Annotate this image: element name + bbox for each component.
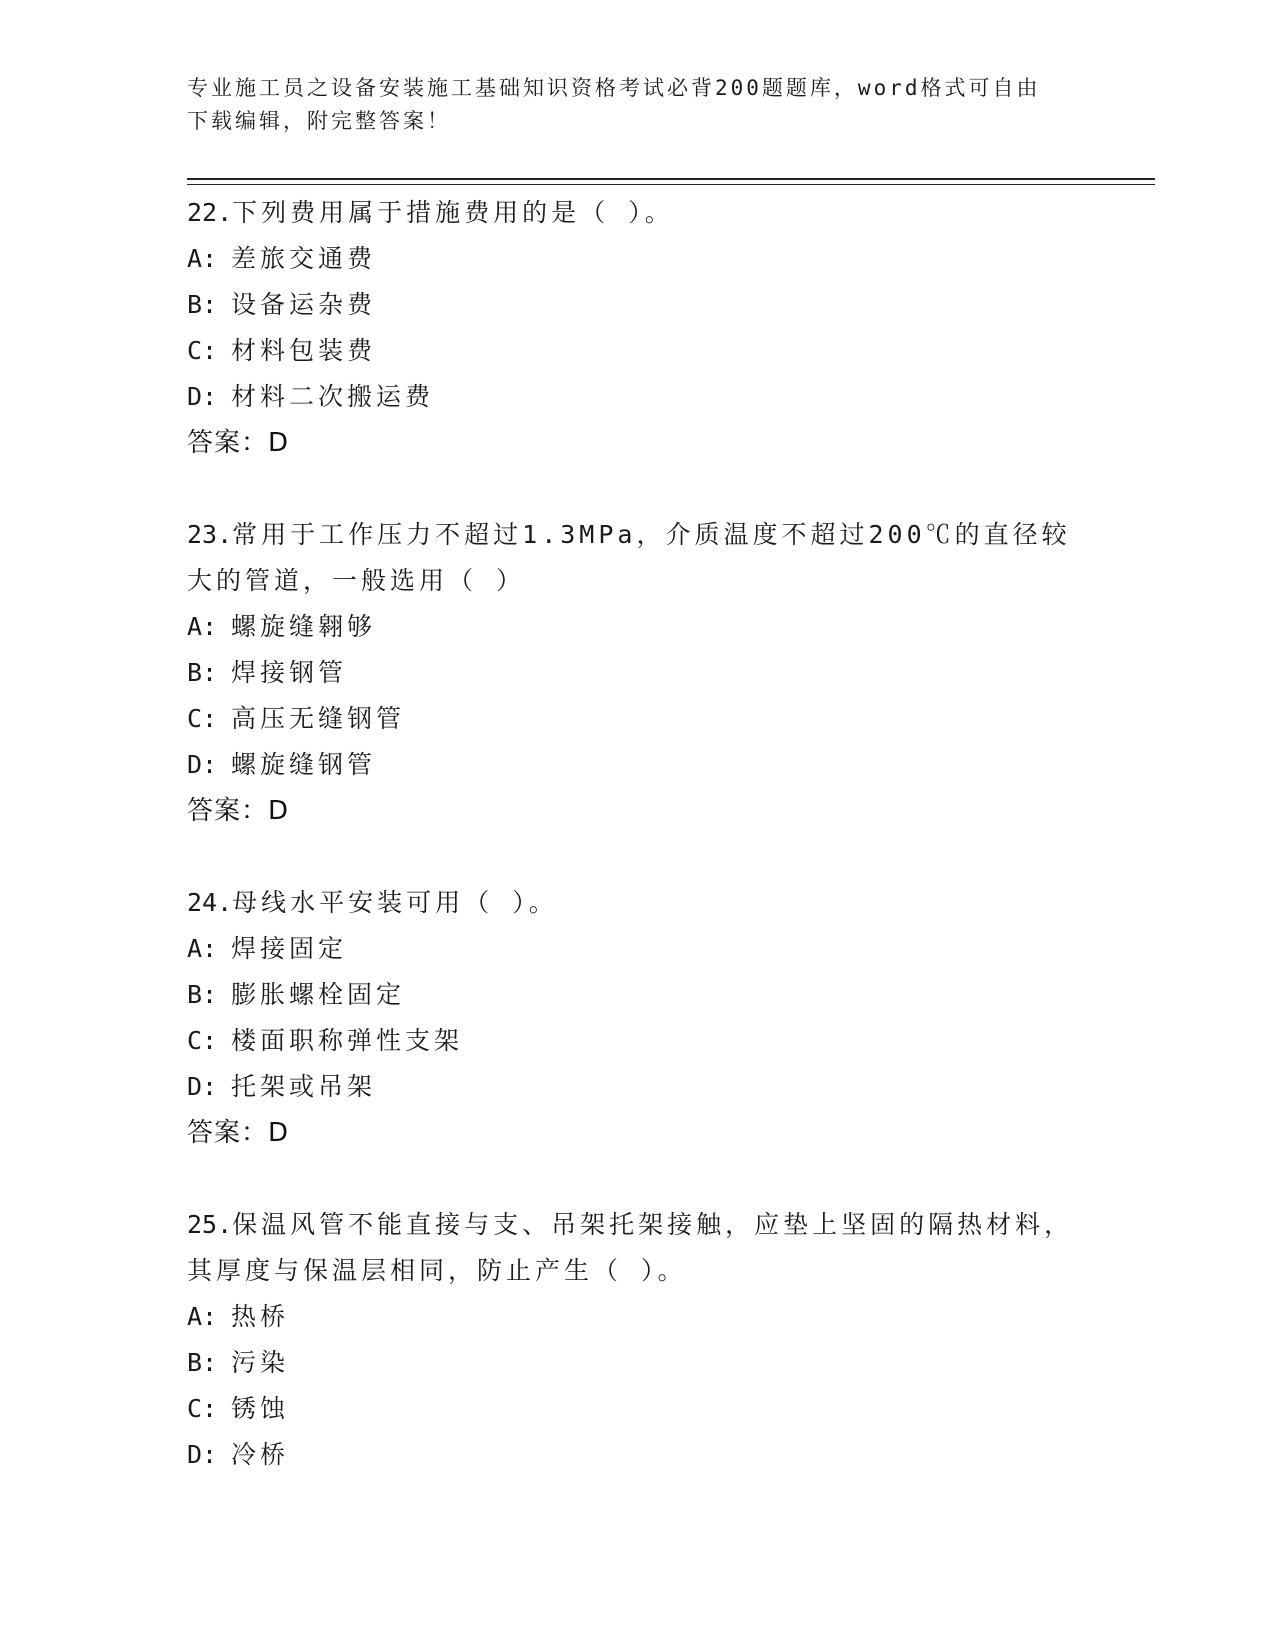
option-b <box>187 282 1087 328</box>
option-key: C: <box>187 704 218 733</box>
option-text: 热桥 <box>231 1302 290 1331</box>
option-key: C: <box>187 1394 218 1423</box>
question-24 <box>187 880 1087 1156</box>
option-key: A: <box>187 1302 218 1331</box>
question-number: 24. <box>187 888 233 917</box>
question-number: 22. <box>187 198 233 227</box>
option-key: B: <box>187 1348 218 1377</box>
option-b <box>187 1340 1087 1386</box>
question-number: 23. <box>187 520 233 549</box>
option-text: 材料二次搬运费 <box>231 382 435 411</box>
option-c <box>187 328 1087 374</box>
option-a <box>187 236 1087 282</box>
option-text: 差旅交通费 <box>231 244 377 273</box>
option-d <box>187 1432 1087 1478</box>
option-key: D: <box>187 1440 218 1469</box>
question-25 <box>187 1202 1087 1478</box>
option-text: 托架或吊架 <box>231 1072 377 1101</box>
question-text: 常用于工作压力不超过1.3MPa，介质温度不超过200℃的直径较大的管道，一般选用（ ） <box>187 520 1071 595</box>
option-d <box>187 742 1087 788</box>
option-key: B: <box>187 980 218 1009</box>
question-text: 保温风管不能直接与支、吊架托架接触，应垫上坚固的隔热材料，其厚度与保温层相同，防止产生（ ）。 <box>187 1210 1074 1285</box>
question-list <box>187 190 1087 1478</box>
option-key: D: <box>187 382 218 411</box>
option-key: A: <box>187 934 218 963</box>
question-text: 下列费用属于措施费用的是（ ）。 <box>232 198 674 227</box>
option-key: C: <box>187 1026 218 1055</box>
option-key: A: <box>187 244 218 273</box>
option-text: 锈蚀 <box>231 1394 290 1423</box>
option-d <box>187 1064 1087 1110</box>
option-key: A: <box>187 612 218 641</box>
header-divider-thin <box>187 184 1155 185</box>
option-key: B: <box>187 290 218 319</box>
option-c <box>187 1018 1087 1064</box>
option-c <box>187 1386 1087 1432</box>
option-text: 冷桥 <box>231 1440 290 1469</box>
option-key: C: <box>187 336 218 365</box>
question-22 <box>187 190 1087 466</box>
option-key: D: <box>187 1072 218 1101</box>
header-line-2: 下载编辑，附完整答案！ <box>187 109 451 133</box>
question-stem <box>187 190 1087 236</box>
option-d <box>187 374 1087 420</box>
option-a <box>187 1294 1087 1340</box>
question-stem <box>187 1202 1087 1294</box>
question-stem <box>187 880 1087 926</box>
answer-line: 答案：D <box>187 1118 290 1148</box>
option-text: 膨胀螺栓固定 <box>231 980 406 1009</box>
header-divider-thick <box>187 178 1155 180</box>
question-stem <box>187 512 1087 604</box>
document-header <box>187 72 1087 138</box>
header-line-1: 专业施工员之设备安装施工基础知识资格考试必背200题题库，word格式可自由 <box>187 76 1041 100</box>
option-text: 焊接固定 <box>231 934 348 963</box>
option-text: 螺旋缝翱够 <box>231 612 377 641</box>
answer-line: 答案：D <box>187 428 290 458</box>
option-c <box>187 696 1087 742</box>
option-text: 高压无缝钢管 <box>231 704 406 733</box>
option-text: 材料包装费 <box>231 336 377 365</box>
option-b <box>187 650 1087 696</box>
answer-line: 答案：D <box>187 796 290 826</box>
option-text: 焊接钢管 <box>231 658 348 687</box>
option-text: 螺旋缝钢管 <box>231 750 377 779</box>
option-a <box>187 926 1087 972</box>
option-key: B: <box>187 658 218 687</box>
option-text: 污染 <box>231 1348 290 1377</box>
question-number: 25. <box>187 1210 233 1239</box>
option-b <box>187 972 1087 1018</box>
option-a <box>187 604 1087 650</box>
option-text: 楼面职称弹性支架 <box>231 1026 464 1055</box>
question-text: 母线水平安装可用（ ）。 <box>232 888 558 917</box>
question-23 <box>187 512 1087 834</box>
option-text: 设备运杂费 <box>231 290 377 319</box>
option-key: D: <box>187 750 218 779</box>
